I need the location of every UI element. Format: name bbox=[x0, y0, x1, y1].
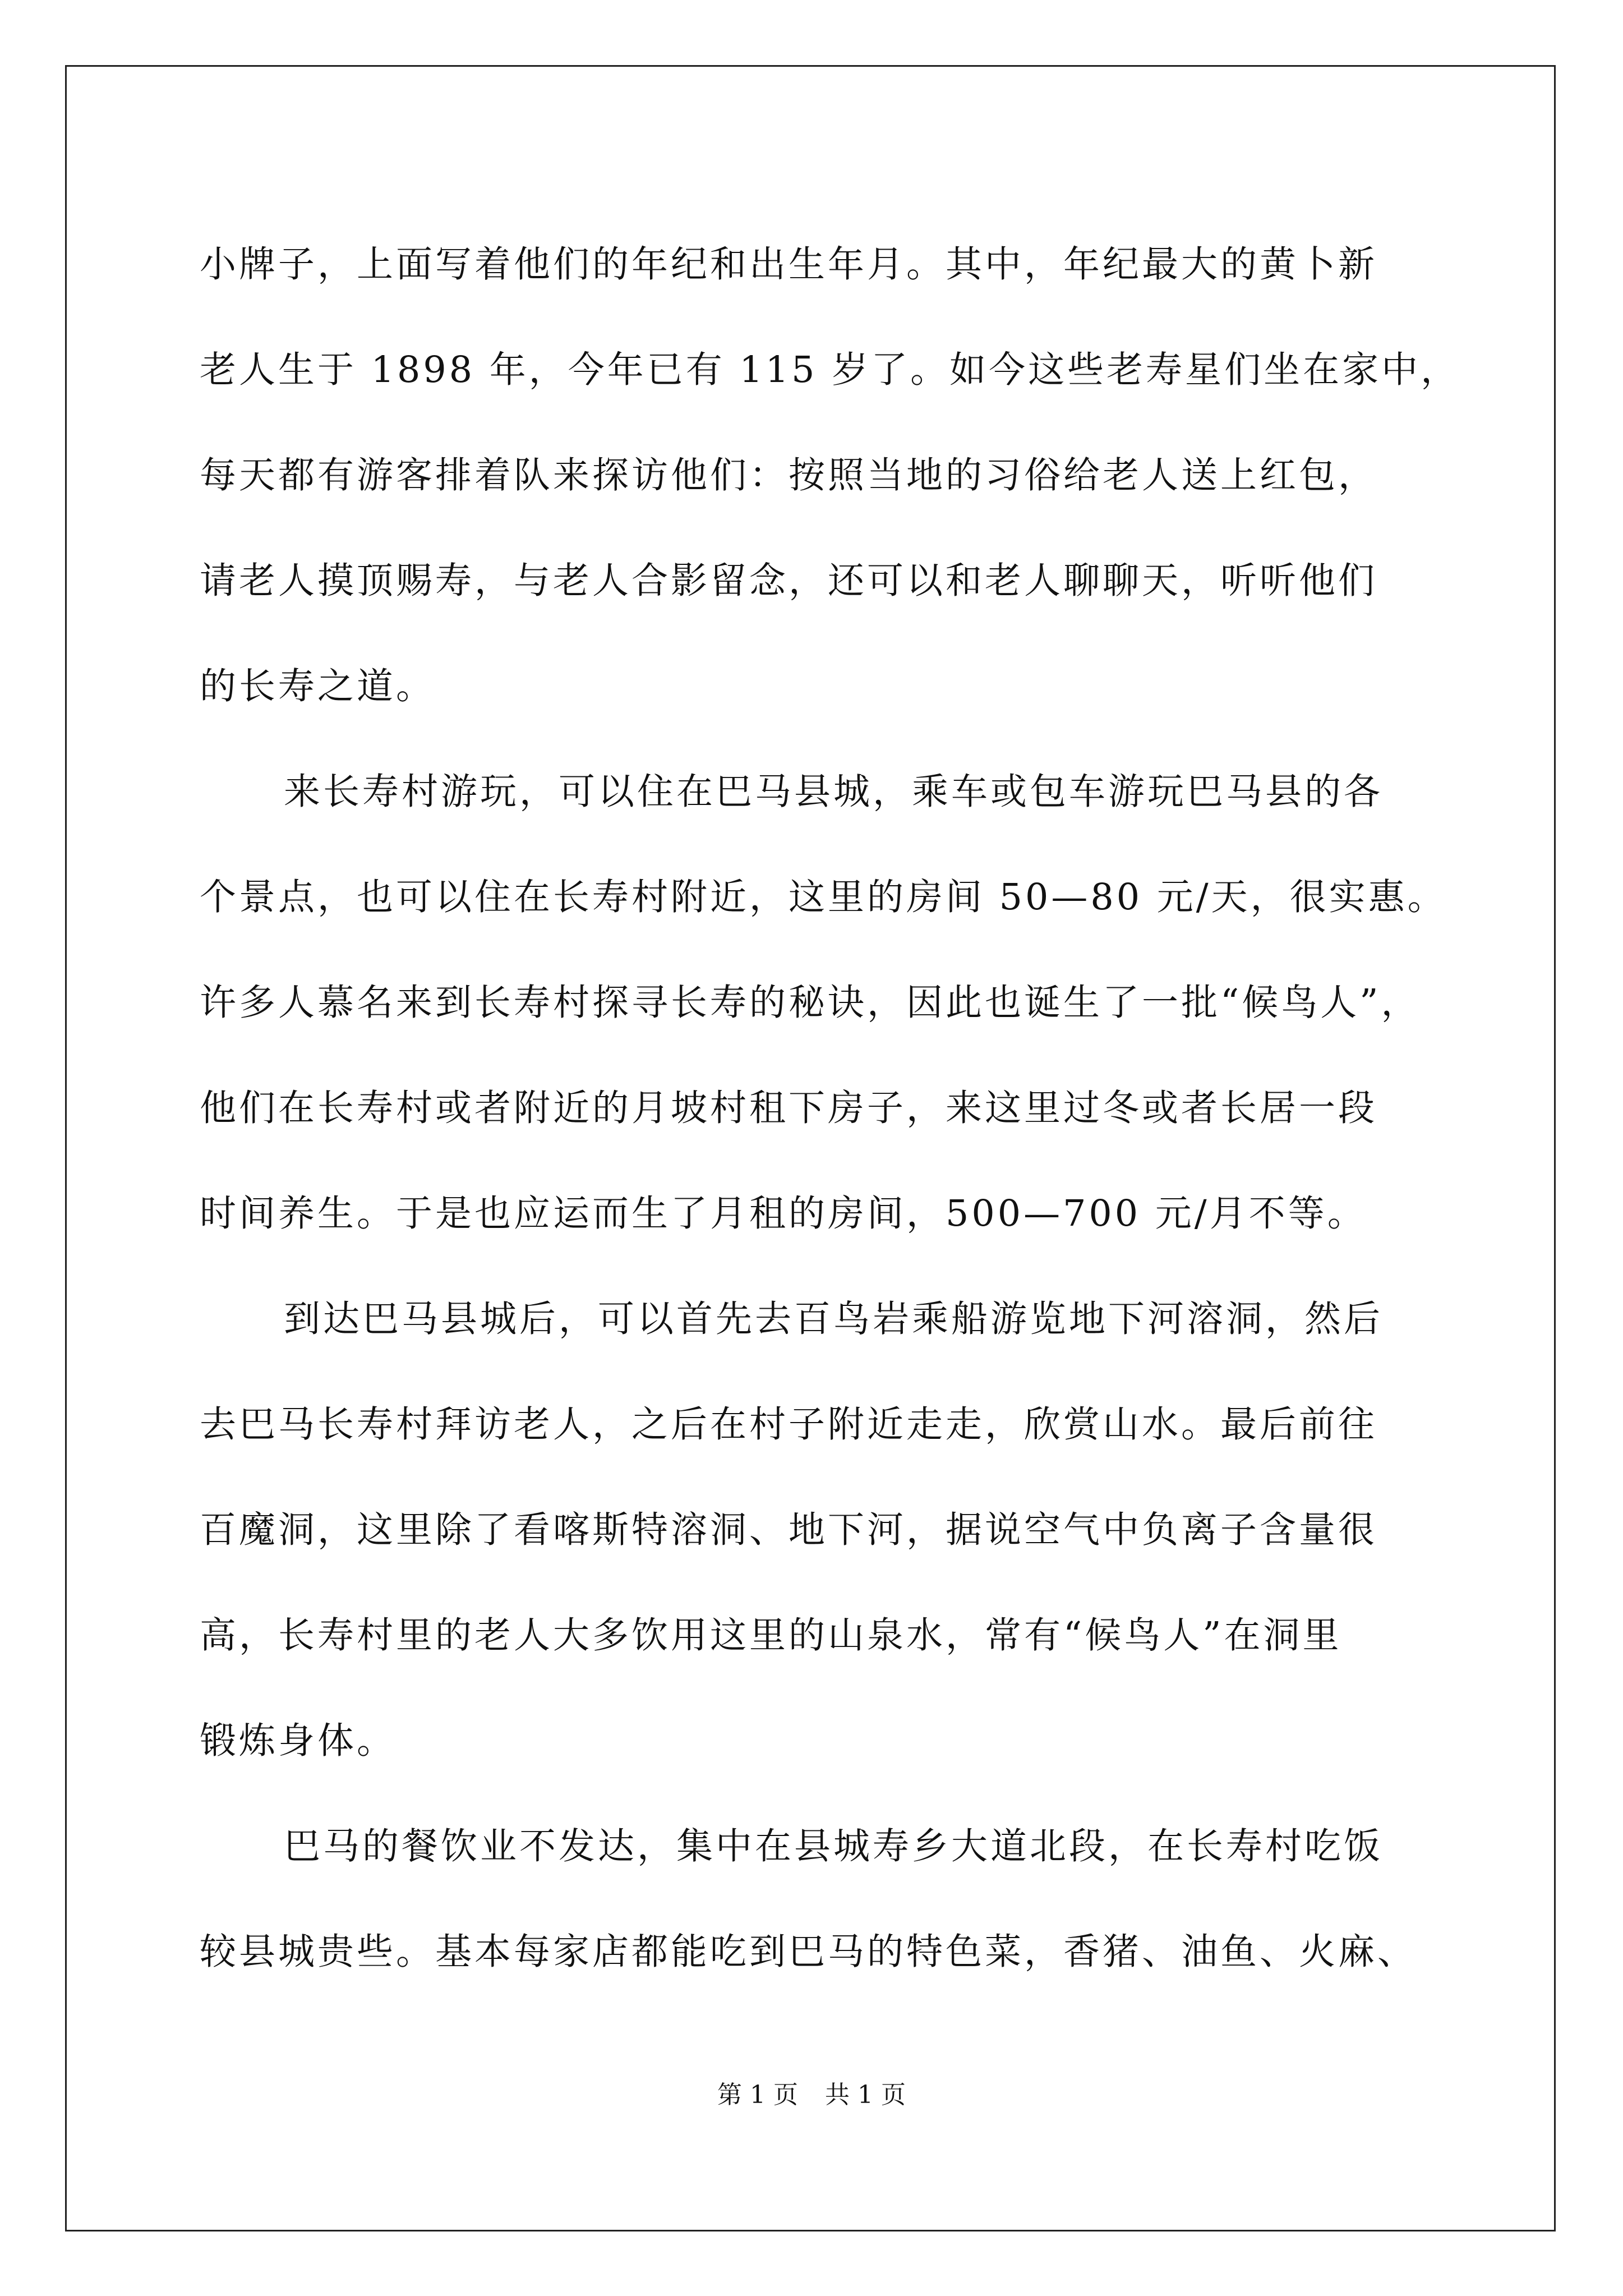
page-footer bbox=[0, 2078, 1623, 2112]
text-line: 许多人慕名来到长寿村探寻长寿的秘诀，因此也诞生了一批“候鸟人”， bbox=[200, 982, 1421, 1024]
paragraph-first-line: 巴马的餐饮业不发达，集中在县城寿乡大道北段，在长寿村吃饭 bbox=[284, 1825, 1384, 1867]
page-number-current: 第 1 页 bbox=[717, 2081, 798, 2109]
paragraph-first-line: 到达巴马县城后，可以首先去百鸟岩乘船游览地下河溶洞，然后 bbox=[284, 1298, 1384, 1340]
text-line: 个景点，也可以住在长寿村附近，这里的房间 50—80 元/天，很实惠。 bbox=[200, 876, 1447, 918]
paragraph-first-line: 来长寿村游玩，可以住在巴马县城，乘车或包车游玩巴马县的各 bbox=[284, 771, 1384, 813]
text-line: 高，长寿村里的老人大多饮用这里的山泉水，常有“候鸟人”在洞里 bbox=[200, 1614, 1342, 1657]
text-line: 百魔洞，这里除了看喀斯特溶洞、地下河，据说空气中负离子含量很 bbox=[200, 1509, 1378, 1551]
text-line: 较县城贵些。基本每家店都能吃到巴马的特色菜，香猪、油鱼、火麻、 bbox=[200, 1931, 1417, 1973]
text-line: 锻炼身体。 bbox=[200, 1720, 396, 1762]
text-line: 请老人摸顶赐寿，与老人合影留念，还可以和老人聊聊天，听听他们 bbox=[200, 560, 1378, 602]
text-line: 小牌子，上面写着他们的年纪和出生年月。其中，年纪最大的黄卜新 bbox=[200, 243, 1378, 286]
text-line: 时间养生。于是也应运而生了月租的房间，500—700 元/月不等。 bbox=[200, 1193, 1367, 1235]
page-number-total: 共 1 页 bbox=[825, 2081, 906, 2109]
text-line: 去巴马长寿村拜访老人，之后在村子附近走走，欣赏山水。最后前往 bbox=[200, 1404, 1378, 1446]
text-line: 每天都有游客排着队来探访他们：按照当地的习俗给老人送上红包， bbox=[200, 454, 1378, 496]
text-line: 老人生于 1898 年，今年已有 115 岁了。如今这些老寿星们坐在家中， bbox=[200, 349, 1460, 391]
document-body bbox=[200, 212, 1460, 2005]
text-line: 的长寿之道。 bbox=[200, 665, 436, 707]
text-line: 他们在长寿村或者附近的月坡村租下房子，来这里过冬或者长居一段 bbox=[200, 1087, 1378, 1129]
